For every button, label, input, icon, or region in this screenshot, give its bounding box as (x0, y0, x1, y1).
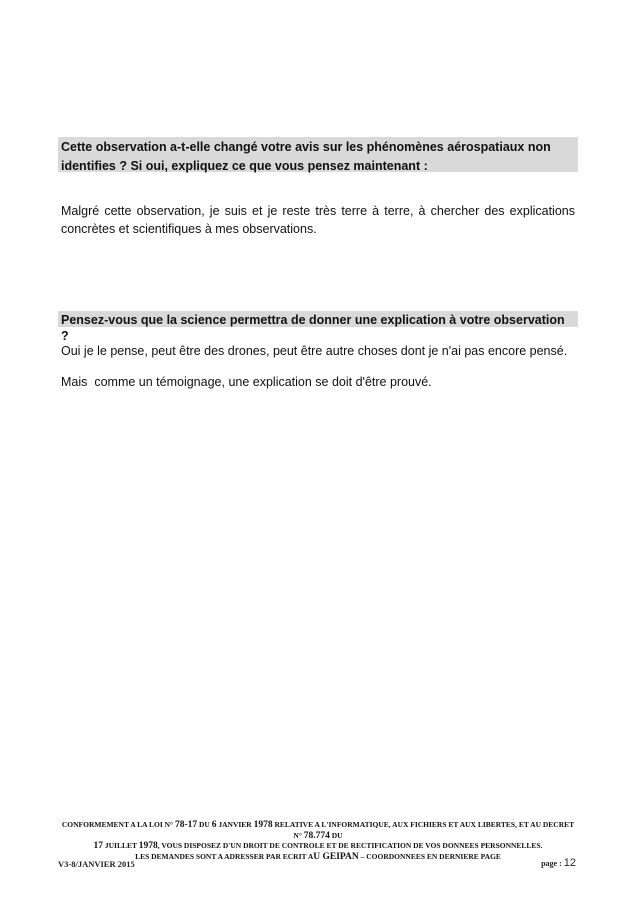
page-label: page : (541, 859, 564, 868)
legal-number: 78.774 (303, 830, 330, 841)
legal-number: 6 (211, 820, 217, 830)
legal-number: 17 (93, 841, 104, 851)
answer-2-line-2: Mais comme un témoignage, une explication se doit d'être prouvé. (61, 375, 432, 389)
question-2-bar (58, 311, 578, 343)
question-1-bar (58, 137, 578, 172)
legal-number: 1978 (138, 841, 158, 851)
legal-number: 78-17 (174, 820, 198, 830)
legal-text: DU (329, 830, 343, 840)
legal-text: – COORDONNEES EN DERNIERE PAGE (358, 851, 501, 861)
legal-text: , VOUS DISPOSEZ D'UN DROIT DE CONTROLE ET DE RECTIFICATION DE VOS DONNEES PERSONNELLES. (157, 841, 543, 850)
legal-text: LES DEMANDES SONT A ADRESSER PAR ECRIT A (135, 851, 314, 861)
footer-legal-notice (58, 820, 578, 862)
legal-text: DU (197, 820, 212, 829)
question-1-text: Cette observation a-t-elle changé votre avis sur les phénomènes aérospatiaux non identifies ? Si oui, expliquez ce que vous pensez maintenant : (61, 140, 551, 173)
page-number: 12 (563, 857, 576, 869)
question-2-text: Pensez-vous que la science permettra de donner une explication à votre observation ? (61, 313, 565, 343)
legal-text: RELATIVE A L'INFORMATIQUE, AUX FICHIERS ET AUX LIBERTES, ET AU DECRET N° (272, 820, 575, 840)
footer-page-number (541, 857, 576, 869)
legal-text: CONFORMEMENT A LA LOI N° (61, 820, 175, 829)
answer-1-text: Malgré cette observation, je suis et je reste très terre à terre, à chercher des explications concrètes et scientifiques à mes observations. (61, 204, 575, 236)
footer-version: V3-8/JANVIER 2015 (58, 859, 135, 869)
answer-2-line-1: Oui je le pense, peut être des drones, peut être autre choses dont je n'ai pas encore pensé. (61, 344, 568, 358)
legal-org: U GEIPAN (313, 851, 359, 862)
legal-text: JANVIER (216, 820, 254, 829)
legal-text: JUILLET (103, 841, 139, 850)
legal-number: 1978 (253, 820, 273, 830)
